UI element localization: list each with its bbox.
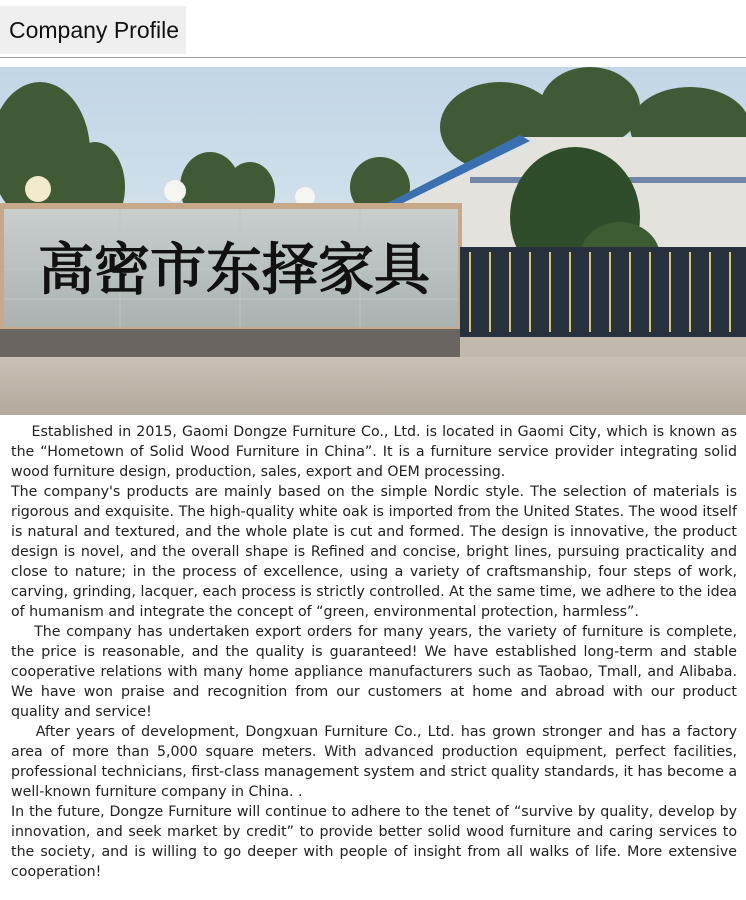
- company-description: [11, 422, 737, 882]
- page-header: [0, 0, 746, 58]
- header-divider: [0, 57, 746, 58]
- paragraph: The company has undertaken export orders for many years, the variety of furniture is complete, the price is reasonable, and the quality is guaranteed! We have established long-term and stable cooperative relations with many home appliance manufacturers such as Taobao, Tmall, and Alibaba. We have won praise and recognition from our customers at home and abroad with our product quality and service!: [11, 624, 737, 720]
- ground: [0, 357, 746, 415]
- lamp: [25, 176, 51, 202]
- paragraph: Established in 2015, Gaomi Dongze Furniture Co., Ltd. is located in Gaomi City, which is known as the “Hometown of Solid Wood Furniture in China”. It is a furniture service provider integrating solid wood furniture design, production, sales, export and OEM processing.: [11, 424, 737, 480]
- company-photo: [0, 67, 746, 415]
- sign-text: 高密市东择家具: [38, 238, 430, 303]
- paragraph: The company's products are mainly based on the simple Nordic style. The selection of materials is rigorous and exquisite. The high-quality white oak is imported from the United States. The wood itself is natural and textured, and the whole plate is cut and formed. The design is innovative, the product design is novel, and the overall shape is Refined and concise, bright lines, pursuing practicality and close to nature; in the process of excellence, using a variety of craftsmanship, four steps of work, carving, grinding, lacquer, each process is strictly controlled. At the same time, we adhere to the idea of humanism and integrate the concept of “green, environmental protection, harmless”.: [11, 484, 737, 620]
- retractable-gate: [460, 247, 746, 337]
- factory-gate-image: [0, 67, 746, 415]
- paragraph: In the future, Dongze Furniture will continue to adhere to the tenet of “survive by quality, develop by innovation, and seek market by credit” to provide better solid wood furniture and caring services to the society, and is willing to go deeper with people of insight from all walks of life. More extensive cooperation!: [11, 804, 737, 880]
- page-title: Company Profile: [0, 6, 186, 54]
- paragraph: After years of development, Dongxuan Furniture Co., Ltd. has grown stronger and has a factory area of more than 5,000 square meters. With advanced production equipment, perfect facilities, professional technicians, first-class management system and strict quality standards, it has become a well-known furniture company in China. .: [11, 724, 738, 800]
